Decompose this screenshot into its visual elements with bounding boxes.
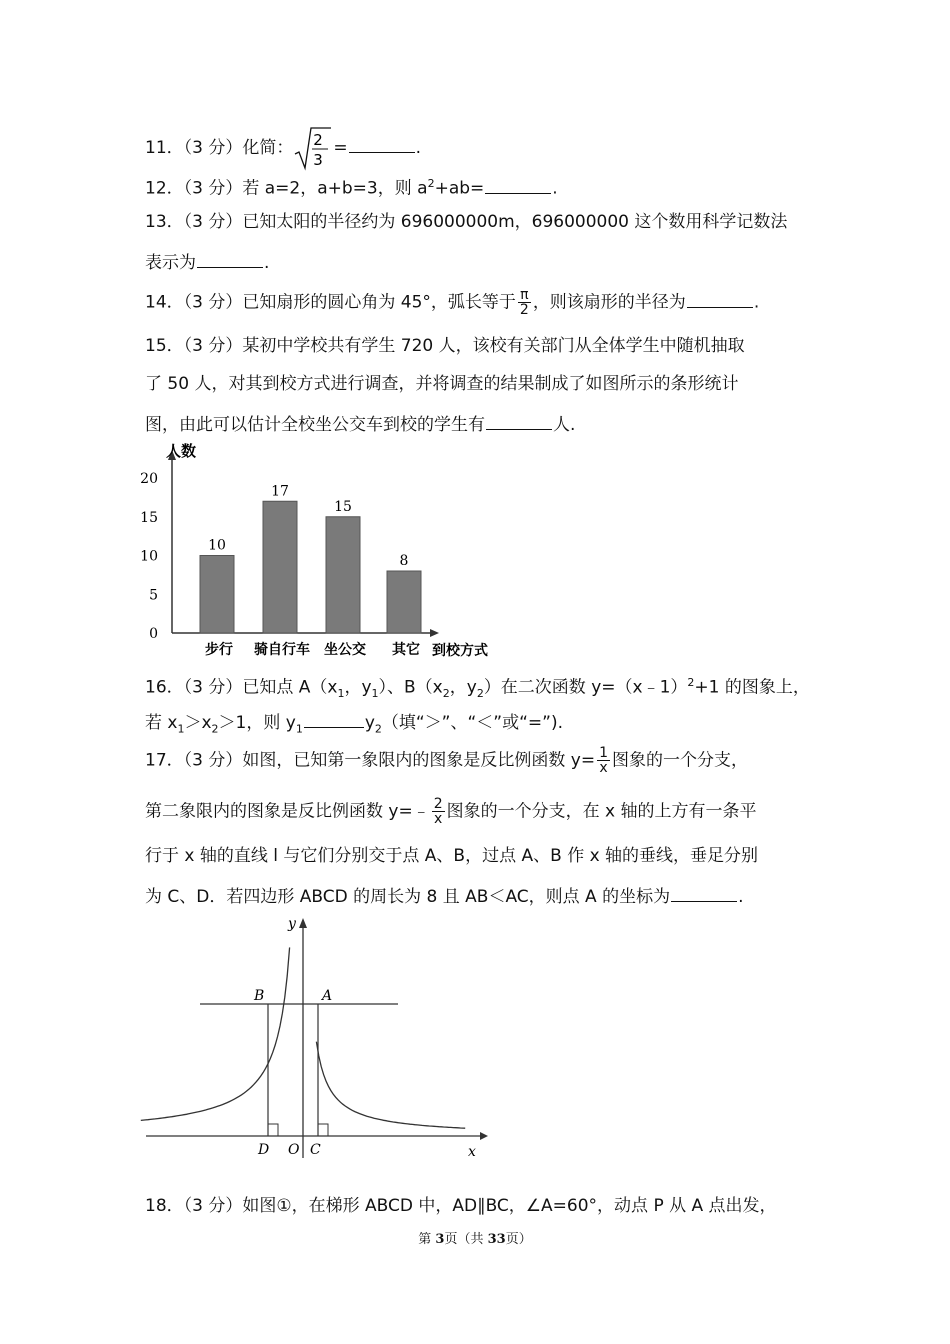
footer-c: 页） [505, 1232, 532, 1247]
question-17-line4 [145, 883, 744, 908]
label-B: B [254, 988, 265, 1004]
q16-t4: ，y [449, 677, 477, 698]
question-16-line1 [145, 672, 810, 705]
chart-bar [387, 571, 421, 633]
q15-line3: 图，由此可以估计全校坐公交车到校的学生有 [145, 415, 485, 435]
q16-s1: 1 [337, 687, 345, 701]
question-11 [145, 124, 421, 172]
q17-l2b: 图象的一个分支，在 x 轴的上方有一条平 [446, 801, 757, 822]
label-x: x [468, 1144, 476, 1160]
q16-t1: 16．（3 分）已知点 A（x [145, 677, 338, 698]
q12-end: . [552, 178, 558, 199]
q13-end: . [264, 253, 270, 273]
q16-l2s1: 1 [177, 722, 185, 736]
q16-t3: ）、B（x [378, 677, 443, 698]
chart-data-label: 15 [334, 498, 352, 515]
q16-sup: 2 [687, 676, 695, 689]
chart-bar [263, 501, 297, 633]
footer-total: 33 [487, 1232, 506, 1247]
q16-l2d: y [364, 713, 375, 733]
question-17-line2 [145, 797, 757, 826]
q15-end: 人. [553, 415, 576, 435]
y-axis-arrow [299, 918, 307, 928]
q17-line4: 为 C、D．若四边形 ABCD 的周长为 8 且 AB＜AC，则点 A 的坐标为 [145, 887, 671, 907]
question-15-line1: 15．（3 分）某初中学校共有学生 720 人，该校有关部门从全体学生中随机抽取 [145, 336, 745, 356]
x-axis-arrow [480, 1132, 488, 1140]
function-graph [140, 912, 490, 1162]
q16-t6: +1 的图象上， [694, 677, 810, 698]
chart-ytick: 5 [149, 587, 158, 604]
q14-text2: ，则该扇形的半径为 [532, 292, 686, 313]
question-12 [145, 173, 558, 200]
answer-blank[interactable] [485, 175, 551, 194]
answer-blank[interactable] [671, 883, 737, 902]
fraction-pi-over-2 [518, 288, 531, 317]
footer-b: 页（共 [444, 1232, 488, 1247]
q17-f2num: 2 [433, 796, 443, 812]
chart-category-label: 步行 [205, 642, 233, 658]
chart-ytick: 0 [149, 626, 158, 642]
q16-s4: 2 [476, 687, 484, 701]
chart-category-label: 坐公交 [324, 642, 366, 658]
q16-l2c: ＞1，则 y [218, 713, 296, 733]
chart-data-label: 17 [271, 483, 289, 500]
q12-text2: +ab= [434, 178, 485, 199]
fraction-1-over-x [597, 746, 610, 775]
q16-t5: ）在二次函数 y=（x﹣1） [483, 677, 688, 698]
sqrt-fraction [293, 124, 333, 172]
q16-l2b: ＞x [184, 713, 212, 733]
chart-x-arrow [430, 629, 439, 637]
q12-sup: 2 [427, 177, 435, 190]
label-C: C [310, 1142, 321, 1158]
question-18: 18．（3 分）如图①，在梯形 ABCD 中，AD∥BC，∠A=60°，动点 P 从 A 点出发， [145, 1196, 777, 1216]
label-A: A [322, 988, 333, 1004]
chart-ytick: 10 [140, 548, 158, 565]
curve-second-quadrant [141, 947, 290, 1120]
chart-data-label: 8 [399, 553, 409, 569]
q16-l2a: 若 x [145, 713, 178, 733]
q17-f1den: x [599, 760, 608, 776]
q11-end: . [415, 138, 422, 158]
chart-bar [326, 517, 360, 633]
footer-page: 3 [435, 1232, 445, 1247]
chart-data-label: 10 [208, 537, 226, 554]
q12-text1: 12．（3 分）若 a=2，a+b=3，则 a [145, 178, 428, 199]
chart-category-label: 骑自行车 [254, 642, 310, 658]
question-14 [145, 288, 759, 317]
q11-eq: = [333, 138, 348, 158]
q16-l2s4: 2 [374, 722, 382, 736]
q11-den: 3 [313, 151, 324, 169]
q11-prefix: 11．（3 分）化简： [145, 138, 294, 158]
q17-l1b: 图象的一个分支， [611, 750, 748, 771]
q16-t2: ，y [344, 677, 372, 698]
q14-text1: 14．（3 分）已知扇形的圆心角为 45°，弧长等于 [145, 292, 516, 313]
q14-den: 2 [519, 302, 529, 318]
q17-f2den: x [434, 811, 443, 827]
q16-l2s2: 2 [211, 722, 219, 736]
question-13-line2 [145, 249, 269, 274]
chart-ylabel: 人数 [166, 442, 197, 460]
chart-bar [200, 556, 234, 634]
q16-s2: 1 [371, 687, 379, 701]
q11-num: 2 [313, 131, 324, 149]
answer-blank[interactable] [486, 411, 552, 430]
footer-a: 第 [418, 1232, 436, 1247]
chart-ytick: 20 [140, 471, 158, 487]
page-footer [0, 1228, 950, 1247]
q16-s3: 2 [442, 687, 450, 701]
fraction-2-over-x [432, 797, 445, 826]
q17-l2a: 第二象限内的图象是反比例函数 y=﹣ [145, 801, 430, 822]
question-15-line2: 了 50 人，对其到校方式进行调查，并将调查的结果制成了如图所示的条形统计 [145, 374, 739, 394]
question-15-line3 [145, 411, 575, 436]
answer-blank[interactable] [304, 709, 364, 728]
chart-category-label: 其它 [392, 642, 420, 658]
q13-line2: 表示为 [145, 253, 196, 273]
curve-first-quadrant [316, 1042, 465, 1129]
chart-ytick: 15 [140, 509, 158, 526]
q17-f1num: 1 [599, 745, 608, 761]
right-angle-C [318, 1124, 328, 1136]
label-D: D [258, 1142, 270, 1158]
question-16-line2 [145, 709, 563, 740]
question-13-line1: 13．（3 分）已知太阳的半径约为 696000000m，696000000 这个数用科学记数法 [145, 212, 788, 232]
label-y: y [288, 916, 296, 932]
q17-l1a: 17．（3 分）如图，已知第一象限内的图象是反比例函数 y= [145, 750, 596, 771]
chart-xlabel: 到校方式 [432, 643, 488, 659]
answer-blank[interactable] [197, 249, 263, 268]
right-angle-D [268, 1124, 278, 1136]
bar-chart [140, 440, 510, 662]
question-17-line1 [145, 746, 748, 775]
answer-blank[interactable] [687, 289, 753, 308]
q16-l2s3: 1 [295, 722, 303, 736]
question-17-line3: 行于 x 轴的直线 l 与它们分别交于点 A、B，过点 A、B 作 x 轴的垂线，垂足分别 [145, 846, 759, 866]
q14-num: π [518, 288, 531, 303]
answer-blank[interactable] [349, 134, 415, 153]
q16-l2e: （填“＞”、“＜”或“=”). [381, 713, 563, 733]
label-O: O [288, 1142, 300, 1158]
q14-end: . [753, 292, 760, 313]
q17-end: . [738, 887, 744, 907]
